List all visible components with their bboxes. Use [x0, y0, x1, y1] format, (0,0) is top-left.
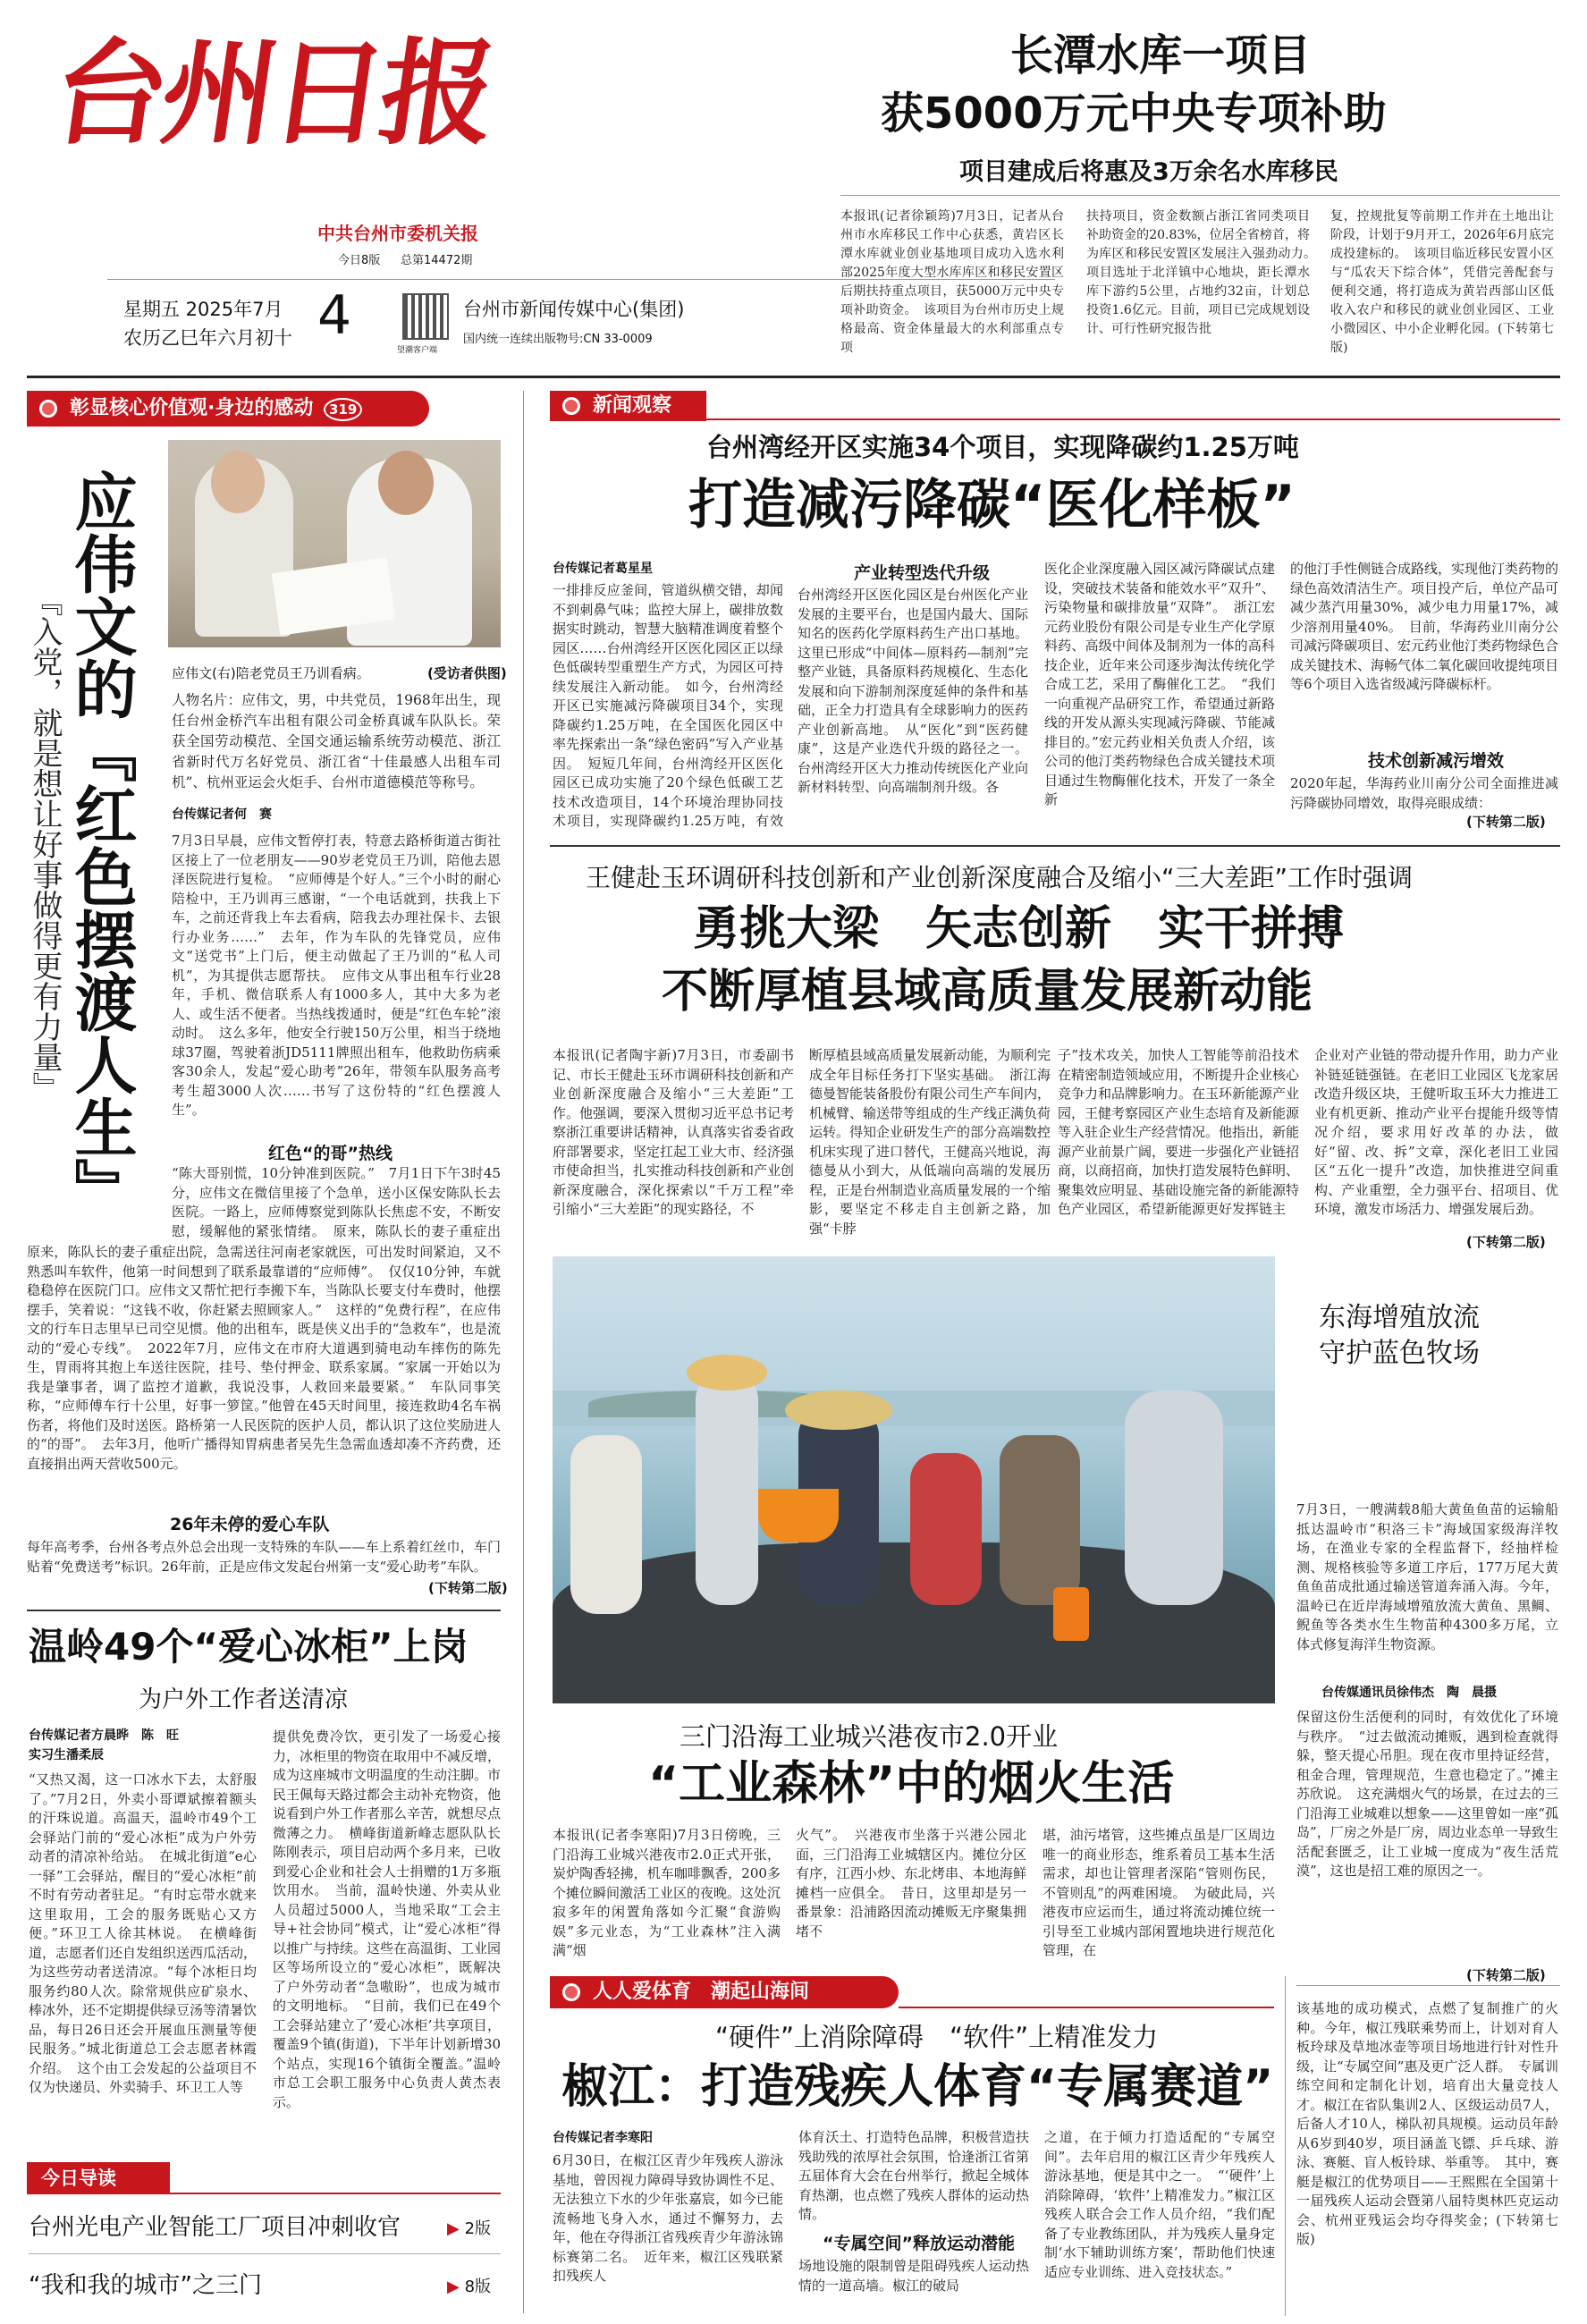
left-banner: [27, 391, 429, 427]
qr-code-icon[interactable]: [402, 293, 449, 340]
left-story-photo: [168, 440, 501, 647]
story5-kicker: 三门沿海工业城兴港夜市2.0开业: [680, 1721, 1059, 1752]
story2-col-4b: 2020年起，华海药业川南分公司全面推进减污降碳协同增效，取得亮眼成绩：: [1290, 775, 1558, 811]
masthead-title: 台州日报: [44, 27, 500, 161]
story6-col-2: 体育沃土、打造特色品牌，积极营造扶残助残的浓厚社会氛围，恰逢浙江省第五届体育大会在台州举行，掀起全城体育热潮，也点燃了残疾人群体的运动热情。: [798, 2129, 1029, 2222]
banner-dot-icon: [562, 1983, 580, 2001]
left-profile: 人物名片：应伟文，男，中共党员，1968年出生，现任台州金桥汽车出租有限公司金桥真诚车队队长。荣获全国劳动模范、全国交通运输系统劳动模范、浙江省新时代万名好党员、浙江省“十佳最感人出租车司机”、杭州亚运会火炬手、台州市道德模范等称号。: [172, 692, 501, 790]
top-story-title-1: 长潭水库一项目: [1010, 30, 1312, 80]
top-story-col-2: 扶持项目，资金数额占浙江省同类项目补助资金的20.83%，位居全省榜首，将为库区和移民安置区发展注入强劲动力。 项目选址于北洋镇中心地块，距长潭水库下游约5公里，占地约32亩，计划总投资1.6亿元。目前，项目已完成规划设计、可行性研究报告批: [1086, 209, 1310, 336]
guide-item-2[interactable]: “我和我的城市”之三门: [29, 2272, 262, 2299]
top-story-col-3: 复，控规批复等前期工作并在土地出让阶段，计划于9月开工，2026年6月底完成投建标的。 该项目临近移民安置小区与“瓜农天下综合体”，凭借完善配套与便利交通，将打造成为黄岩西部山区低收入农户和移民的就业创业园区、工业小微园区、中小企业孵化园。(下转第七版): [1330, 209, 1554, 355]
left-story-title: 应伟文的『红色摆渡人生』: [64, 469, 138, 1221]
story5-col-4: 保留这份生活便利的同时，有效优化了环境与秩序。 “过去做流动摊贩，遇到检查就得躲，整天提心吊胆。现在夜市里持证经营，租金合理，管理规范，生意也稳定了。”摊主苏欣说。 这充满烟火气的场景，在过去的三门沿海工业城难以想象——这里曾如一座“孤岛”，厂房之外是厂房，周边业态单一导致生活配套匮乏，让工业城一度成为“夜生活荒漠”，这也是招工难的原因之一。: [1296, 1709, 1558, 1879]
left-text-2: “陈大哥别慌，10分钟准到医院。” 7月1日下午3时45分，应伟文在微信里接了个急单，送小区保安陈队长去医院。一路上，应师傅察觉到陈队长焦虑不安，不断安慰，缓解他的紧张情绪。 原来，陈队长的妻子重症出: [172, 1165, 501, 1239]
news-banner-label: 新闻观察: [593, 394, 672, 417]
story3-col-1: 本报讯(记者陶宇新)7月3日，市委副书记、市长王健赴玉环市调研科技创新和产业创新深度融合及缩小“三大差距”工作。他强调，要深入贯彻习近平总书记考察浙江重要讲话精神，认真落实省委省政府部署要求，坚定扛起工业大市、经济强市使命担当，扎实推动科技创新和产业创新深度融合，深化探索以“千万工程”牵引缩小“三大差距”的现实路径，不: [553, 1047, 794, 1217]
story3-title-2: 不断厚植县域高质量发展新动能: [662, 965, 1313, 1018]
story6-col-1: 6月30日，在椒江区青少年残疾人游泳基地，曾因视力障碍导致协调性不足、无法独立下水的少年张嘉宸，如今已能流畅地飞身入水，通过不懈努力，去年，他在夺得浙江省残疾青少年游泳锦标赛第二名。 近年来，椒江区残联紧扣残疾人: [553, 2152, 783, 2284]
story4-title-1: 东海增殖放流: [1319, 1302, 1480, 1333]
story3-kicker: 王健赴玉环调研科技创新和产业创新深度融合及缩小“三大差距”工作时强调: [586, 863, 1414, 892]
story5-col-1: 本报讯(记者李寒阳)7月3日傍晚，三门沿海工业城兴港夜市2.0正式开张，炭炉陶香轻拂，机车咖啡飘香，200多个摊位瞬间激活工业区的夜晚。这处沉寂多年的闲置角落如今汇聚“食游购娱”多元业态，为“工业森林”注入满满“烟: [553, 1827, 781, 1958]
guide-item-1-page[interactable]: [447, 2216, 491, 2239]
story2-title: 打造减污降碳“医化样板”: [688, 474, 1296, 537]
left-text-1: 7月3日早晨，应伟文暂停打表，特意去路桥街道古街社区接上了一位老朋友——90岁老党员王乃训，陪他去恩泽医院进行复检。 “应师傅是个好人。”三个小时的耐心陪检中，王乃训再三感谢，“一个电话就到，扶我上下车，之前还背我上车去看病，陪我去办理社保卡、去银行办业务……” 去年，作为车队的先锋党员，应伟文“送党书”上门后，便主动做起了王乃训的“私人司机”，为其提供志愿帮扶。 应伟文从事出租车行业28年，手机、微信联系人有1000多人，其中大多为老人、或生活不便者。当热线拨通时，便是“红色车轮”滚动时。 这么多年，他安全行驶150万公里，相当于绕地球37圈，驾驶着浙JD5111牌照出租车，他救助伤病乘客30余人，发起“爱心助考”26年，带领车队服务高考考生超3000人次……书写了这份特的“红色摆渡人生”。: [172, 832, 501, 1118]
guide-item-1-page-label: 2版: [464, 2219, 492, 2238]
guide-item-2-page-label: 8版: [464, 2278, 492, 2296]
story5-title: “工业森林”中的烟火生活: [648, 1757, 1175, 1811]
photo-credit: (受访者供图): [427, 665, 507, 681]
left-text-2-wide-body: 原来，陈队长的妻子重症出院，急需送往河南老家就医，可出发时间紧迫，又不熟悉叫车软件，他第一时间想到了联系最靠谱的“应师傅”。 仅仅10分钟，车就稳稳停在医院门口。应伟文又帮忙把行李搬下车，当陈队长要支付车费时，他摆摆手，笑着说：“这钱不收，你赶紧去照顾家人。” 这样的“免费行程”，在应伟文的行车日志里早已司空见惯。他的出租车，既是侠义出手的“急救车”，也是流动的“爱心专线”。 2022年7月，应伟文在市府大道遇到骑电动车摔伤的陈先生，胃雨将其抱上车送往医院，挂号、垫付押金、联系家属。“家属一开始以为我是肇事者，调了监控才道歉，我说没事，人救回来最要紧。” 车队同事笑称，“应师傅车行十公里，好事一箩筐。”他曾在45天时间里，接连救助4名车祸伤者，将他们及时送医。路桥第一人民医院的医护人员，都认识了这位奖励进人的“的哥”。 去年3月，他听广播得知胃病患者吴先生急需血透却凑不齐药费，还直接捐出两天营收500元。: [27, 1244, 501, 1472]
qr-label: 望潮客户端: [397, 346, 438, 355]
story2-col-2: 台州湾经开区医化园区是台州医化产业发展的主要平台，也是国内最大、国际知名的医药化学原料药生产出口基地。这里已形成“中间体—原料药—制剂”完整产业链，具备原料药规模化、生态化发展和向下游制剂深度延伸的条件和基础，正全力打造具有全球影响力的医药产业创新高地。 从“医化”到“医药健康”，这是产业迭代升级的路径之一。台州湾经开区大力推动传统医化产业向新材料转型、向高端制剂升级。各: [798, 587, 1028, 795]
guide-header-label: 今日导读: [41, 2168, 116, 2189]
story4-credit: 台传媒通讯员徐伟杰 陶 晨摄: [1321, 1686, 1497, 1700]
story6-title: 椒江：打造残疾人体育“专属赛道”: [561, 2060, 1274, 2114]
story2-col-3: 医化企业深度融入园区减污降碳试点建设，突破技术装备和能效水平“双升”、污染物量和碳排放量“双降”。 浙江宏元药业股份有限公司是专业生产化学原料药、高级中间体及制剂为一体的高科技企业，近年来公司逐步淘汰传统化学合成工艺，采用了酶催化工艺。 “我们一向重视产品研究工作，希望通过新路线的开发从源头实现减污降碳、节能减排目的。”宏元药业相关负责人介绍，该公司的他汀类药物绿色合成关键技术项目通过生物酶催化技术，开发了一条全新: [1044, 561, 1275, 807]
masthead-serial: 总第14472期: [401, 254, 473, 267]
story5-col-2: 火气”。 兴港夜市坐落于兴港公园北面，三门沿海工业城辖区内。摊位分区有序，江西小炒、东北烤串、本地海鲜摊档一应俱全。 昔日，这里却是另一番景象：沿浦路因流动摊贩无序聚集拥堵不: [796, 1827, 1026, 1939]
left-sub-2: 26年未停的爱心车队: [170, 1515, 330, 1534]
left-story2-subtitle: 为户外工作者送清凉: [139, 1686, 349, 1713]
banner-dot-icon: [562, 397, 580, 415]
sports-banner: [550, 1976, 899, 2008]
story2-byline: 台传媒记者葛星星: [553, 562, 653, 576]
story3-title-1: 勇挑大梁 矢志创新 实干拼搏: [693, 902, 1345, 956]
story2-sub-1: 产业转型迭代升级: [854, 563, 991, 583]
top-story-subtitle: 项目建成后将惠及3万余名水库移民: [959, 158, 1338, 186]
masthead-lunar: 农历乙巳年六月初十: [123, 327, 292, 349]
story2-sub-2: 技术创新减污增效: [1368, 751, 1505, 771]
story6-col-4: 该基地的成功模式，点燃了复制推广的火种。今年，椒江残联乘势而上，计划对育人板玲球及草地冰壶等项目场地进行针对性升级，让“专属空间”惠及更广泛人群。 专属训练空间和定制化计划，培育出大量竞技人才。椒江在省队集训2人、区级运动员7人，后备人才10人，梯队初具规模。运动员年龄从6岁到40岁，项目涵盖飞镖、乒乓球、游泳、赛艇、盲人板铃球、举重等。 其中，赛艇是椒江的优势项目——王熙熙在全国第十一届残疾人运动会暨第八届特奥林匹克运动会、杭州亚残运会均夺得奖金；(下转第七版): [1296, 2000, 1558, 2247]
story4-text: 7月3日，一艘满载8船大黄鱼鱼苗的运输船抵达温岭市“积洛三卡”海域国家级海洋牧场，在渔业专家的全程监督下，经抽样检测、规格核验等多道工序后，177万尾大黄鱼鱼苗成批通过输送管道奔涌入海。今年，温岭已在近岸海域增殖放流大黄鱼、黑鲷、鲵鱼等各类水生生物苗种4300多万尾，立体式修复海洋生物资源。: [1296, 1501, 1558, 1652]
masthead-sponsor: 中共台州市委机关报: [317, 223, 478, 244]
left-sub-1: 红色“的哥”热线: [268, 1144, 393, 1163]
story2-kicker: 台州湾经开区实施34个项目，实现降碳约1.25万吨: [706, 432, 1299, 462]
story2-col-4: 的他汀手性侧链合成路线，实现他汀类药物的绿色高效清洁生产。项目投产后，单位产品可减少蒸汽用量30%，减少电力用量17%，减少溶剂用量40%。 目前，华海药业川南分公司减污降碳项目、宏元药业他汀类药物绿色合成关键技术、海畅气体二氧化碳回收提纯项目等6个项目入选省级减污降碳标杆。: [1290, 561, 1558, 692]
left-story2-col-1: “又热又渴，这一口冰水下去，太舒服了。”7月2日，外卖小哥谭斌擦着额头的汗珠说道。高温天，温岭市49个工会驿站门前的“爱心冰柜”成为户外劳动者的清凉补给站。 在城北街道“e心一驿”工会驿站，醒目的“爱心冰柜”前不时有劳动者驻足。“有时忘带水就来这里取用，工会的服务既贴心又方便。”环卫工人徐其林说。 在横峰街道，志愿者们还自发组织送西瓜活动，为这些劳动者送清凉。“每个冰柜日均服务约80人次。除常规供应矿泉水、棒冰外，还不定期提供绿豆汤等清暑饮品，每日26日还会开展血压测量等便民服务。”城北街道总工会志愿者林霞介绍。 这个由工会发起的公益项目不仅为快递员、外卖骑手、环卫工人等: [29, 1771, 257, 2095]
guide-header: [27, 2162, 170, 2194]
left-byline: 台传媒记者何 赛: [172, 807, 272, 822]
left-story-subtitle: 『入党，就是想让好事做得更有力量』: [27, 586, 63, 1103]
story3-col-3: 子”技术攻关，加快人工智能等前沿技术在精密制造领域应用，不断提升企业核心竞争力和品牌影响力。在玉环新能源产业园，王健考察园区产业生态培育及新能源等入驻企业生产经营情况。他指出，新能源产业前景广阔，要进一步强化产业链招商，以商招商，加快打造发展特色鲜明、聚集效应明显、基础设施完备的新能源特色产业园区，希望新能源更好发挥链主: [1058, 1047, 1299, 1217]
masthead-pages: 今日8版: [338, 254, 381, 267]
left-story2-byline-2: 实习生潘柔辰: [29, 1748, 104, 1762]
masthead-cn: 国内统一连续出版物号:CN 33-0009: [463, 333, 653, 346]
left-banner-num: 319: [324, 398, 362, 421]
top-story-title-2: 获5000万元中央专项补助: [881, 89, 1387, 139]
left-banner-label: 彰显核心价值观·身边的感动: [70, 397, 314, 419]
story6-kicker: “硬件”上消除障碍 “软件”上精准发力: [715, 2022, 1159, 2052]
top-story-col-1: 本报讯(记者徐颖筠)7月3日，记者从台州市水库移民工作中心获悉，黄岩区长潭水库就业创业基地项目成功入选水利部2025年度大型水库库区和移民安置区后期扶持重点项目，获5000万元中央专项补助资金。 该项目为台州市历史上规格最高、资金体量最大的水利部重点专项: [840, 209, 1064, 355]
story2-col-1: 一排排反应釜间，管道纵横交错，却闻不到刺鼻气味；监控大屏上，碳排放数据实时跳动，智慧大脑精准调度着整个园区……台州湾经开区医化园区正以绿色低碳转型重塑生产方式，为园区可持续发展注入新动能。 如今，台州湾经开区已实施减污降碳项目34个，实现降碳约1.25万吨，在全国医化园区中率先探索出一条“绿色密码”写入产业基因。 短短几年间，台州湾经开区医化园区已成功实施了20个绿色低碳工艺技术改造项目，14个环境治理协同技术项目，实现降碳约1.25万吨，有效: [553, 582, 783, 829]
masthead-date: 星期五 2025年7月: [123, 299, 283, 320]
story5-col-3: 堪，油污堵管，这些摊点虽是厂区周边唯一的商业形态，维系着员工基本生活需求，却也让管理者深陷“管则伤民，不管则乱”的两难困境。 为破此局，兴港夜市应运而生，通过将流动摊位统一引导至工业城内部闲置地块进行规范化管理，在: [1043, 1827, 1275, 1958]
news-banner: [550, 391, 1560, 421]
left-story2-title: 温岭49个“爱心冰柜”上岗: [29, 1625, 469, 1669]
guide-item-2-page[interactable]: [447, 2274, 491, 2297]
story4-photo: [553, 1256, 1275, 1703]
story6-col-2b: 场地设施的限制曾是阻碍残疾人运动热情的一道高墙。椒江的破局: [798, 2258, 1029, 2294]
left-story2-byline-1: 台传媒记者方晨晔 陈 旺: [29, 1728, 179, 1743]
left-story2-col-2: 提供免费冷饮，更引发了一场爱心接力，冰柜里的物资在取用中不减反增，成为这座城市文明温度的生动注脚。市民王佩每天路过都会主动补充物资，他说看到户外工作者那么辛苦，就想尽点微薄之力。 横峰街道新峰志愿队队长陈刚表示，项目启动两个多月来，已收到爱心企业和社会人士捐赠的1万多瓶饮用水。 当前，温岭快递、外卖从业人员超过5000人，当地采取“工会主导+社会协同”模式，让“爱心冰柜”得以推广与持续。这些在高温街、工业园区等场所设立的“爱心冰柜”，既解决了户外劳动者“急嗷盼”，也成为城市的文明地标。 “目前，我们已在49个工会驿站建立了‘爱心冰柜’共享项目，覆盖9个镇(街道)，下半年计划新增30个站点，实现16个镇街全覆盖。”温岭市总工会职工服务中心负责人黄杰表示。: [273, 1728, 501, 2110]
story4-title-2: 守护蓝色牧场: [1319, 1338, 1480, 1369]
story6-sub-1: “专属空间”释放运动潜能: [823, 2234, 1015, 2253]
story2-cont: (下转第二版): [1466, 814, 1546, 830]
story6-byline: 台传媒记者李寒阳: [553, 2131, 653, 2145]
guide-arrow-icon: ▶: [447, 2278, 460, 2296]
masthead-day: 4: [317, 284, 352, 347]
left-cont: (下转第二版): [425, 1578, 508, 1597]
banner-dot-icon: [39, 400, 57, 418]
story3-col-4: 企业对产业链的带动提升作用，助力产业补链延链强链。在老旧工业园区飞龙家居改造升级区块，王健听取玉环大力推进工业有机更新、推动产业平台提能升级等情况介绍，要求用好改革的办法，做好“留、改、拆”文章，深化老旧工业园区“五化一提升”改造，加快推进空间重构、产业重塑，全力强平台、招项目、优环境，激发市场活力、增强发展后劲。: [1314, 1047, 1558, 1217]
left-text-2-wide: [27, 1243, 501, 1504]
guide-arrow-icon: ▶: [447, 2219, 460, 2238]
sports-banner-label: 人人爱体育 潮起山海间: [593, 1981, 810, 2003]
story5-cont: (下转第二版): [1466, 1967, 1546, 1983]
story3-cont: (下转第二版): [1466, 1234, 1546, 1250]
masthead-publisher: 台州市新闻传媒中心(集团): [463, 299, 685, 320]
guide-item-1[interactable]: 台州光电产业智能工厂项目冲刺收官: [29, 2214, 401, 2241]
photo-caption: 应伟文(右)陪老党员王乃训看病。: [172, 665, 370, 681]
story3-col-2: 断厚植县域高质量发展新动能，为顺利完成全年目标任务打下坚实基础。 浙江海德曼智能装备股份有限公司生产车间内，机械臂、输送带等组成的生产线正满负荷运转。得知企业研发生产的部分高端数控机床实现了进口替代，王健高兴地说，海德曼从小到大，从低端向高端的发展历程，正是台州制造业高质量发展的一个缩影，要坚定不移走自主创新之路，加强“卡脖: [809, 1047, 1051, 1237]
story6-col-3: 之道，在于倾力打造适配的“专属空间”。去年启用的椒江区青少年残疾人游泳基地，便是其中之一。 “‘硬件’上消除障碍，‘软件’上精准发力。”椒江区残疾人联合会工作人员介绍，“我们配备了专业教练团队，并为残疾人量身定制‘水下辅助训练方案’，帮助他们快速适应专业训练、进入竞技状态。”: [1044, 2129, 1275, 2280]
left-text-3: 每年高考季，台州各考点外总会出现一支特殊的车队——车上系着红丝巾，车门贴着“免费送考”标识。26年前，正是应伟文发起台州第一支“爱心助考”车队。: [27, 1539, 501, 1575]
